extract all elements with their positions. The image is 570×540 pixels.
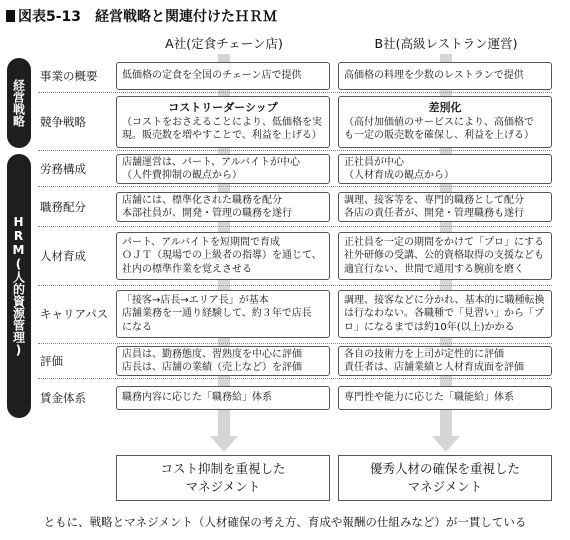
cell-text: 調理、接客等を、専門的職務として配分 各店の責任者が、開発・管理職務も遂行 [344, 194, 524, 219]
cell-a-labor-composition [116, 154, 330, 184]
row-separator [38, 226, 552, 227]
figure-title [6, 6, 277, 26]
row-label-evaluation: 評価 [40, 354, 63, 368]
band-strategy: 経営戦略 [7, 58, 31, 148]
cell-a-evaluation [116, 346, 330, 376]
row-separator [38, 378, 552, 379]
cell-text: 職務内容に応じた「職務給」体系 [122, 392, 272, 404]
row-label-wage-system: 賃金体系 [40, 391, 86, 405]
cell-text: 正社員が中心 （人材育成の観点から） [344, 156, 454, 181]
cell-heading: 差別化 [428, 101, 462, 115]
row-label-job-allocation: 職務配分 [40, 200, 86, 214]
cell-b-evaluation [338, 346, 552, 376]
management-box-a: コスト抑制を重視した マネジメント [116, 455, 330, 501]
cell-a-wage-system [116, 386, 330, 410]
management-box-b: 優秀人材の確保を重視した マネジメント [338, 455, 552, 501]
row-label-business-overview: 事業の概要 [40, 69, 98, 83]
cell-b-business-overview [338, 62, 552, 90]
cell-text: 各自の技術力を上司が定性的に評価 責任者は、店舗業績と人材育成面を評価 [344, 348, 524, 373]
cell-a-competitive-strategy [116, 96, 330, 148]
cell-text: 「接客→店長→エリア長」が基本 店舗業務を一通り経験して、約３年で店長 になる [122, 294, 312, 333]
cell-b-career-path [338, 290, 552, 338]
cell-a-career-path [116, 290, 330, 338]
row-separator [38, 186, 552, 187]
cell-a-job-allocation [116, 192, 330, 222]
cell-b-labor-composition [338, 154, 552, 184]
cell-text: 店舗運営は、パート、アルバイトが中心 （人件費抑制の観点から） [122, 156, 300, 181]
row-separator [38, 343, 552, 344]
cell-b-job-allocation [338, 192, 552, 222]
cell-a-business-overview [116, 62, 330, 90]
cell-b-wage-system [338, 386, 552, 410]
cell-text: 店舗には、標準化された職務を配分 本部社員が、開発・管理の職務を遂行 [122, 194, 292, 219]
cell-b-talent-development [338, 232, 552, 280]
arrow-a-head [210, 436, 238, 452]
figure-label: 図表5-13 [18, 9, 82, 25]
band-hrm: HRM(人的資源管理) [7, 154, 31, 418]
cell-b-competitive-strategy [338, 96, 552, 148]
row-label-competitive-strategy: 競争戦略 [40, 115, 86, 129]
cell-text: 調理、接客などに分かれ、基本的に職種転換 は行なわない。各職種で「見習い」から「プ ロ」になるまでは約10年(以上)かかる [344, 294, 545, 333]
row-separator [38, 285, 552, 286]
figure-title-text: 経営戦略と関連付けたＨＲＭ [95, 9, 278, 25]
row-label-labor-composition: 労務構成 [40, 162, 86, 176]
row-label-career-path: キャリアパス [40, 307, 109, 321]
column-header-b: B社(高級レストラン運営) [374, 36, 518, 51]
row-separator [38, 92, 552, 93]
cell-text: パート、アルバイトを短期間で育成 ＯＪＴ（現場での上級者の指導）を通じて、 社内の標準作業を覚えさせる [122, 236, 322, 275]
cell-a-talent-development [116, 232, 330, 280]
cell-text: （高付加価値のサービスにより、高価格で も一定の販売数を確保し、利益を上げる） [344, 116, 534, 142]
cell-text: 専門性や能力に応じた「職能給」体系 [344, 392, 514, 404]
row-label-talent-development: 人材育成 [40, 249, 86, 263]
footer-caption: ともに、戦略とマネジメント（人材確保の考え方、育成や報酬の仕組みなど）が一貫している [43, 515, 527, 529]
title-square-marker [6, 10, 15, 22]
cell-text: （コストをおさえることにより、低価格を実 現。販売数を増やすことで、利益を上げる） [122, 116, 322, 142]
cell-text: 店員は、勤務態度、習熟度を中心に評価 店長は、店舗の業績（売上など）を評価 [122, 348, 302, 373]
cell-text: 高価格の料理を少数のレストランで提供 [344, 70, 524, 82]
cell-heading: コストリーダーシップ [168, 101, 278, 115]
row-separator [38, 150, 552, 151]
column-header-a: A社(定食チェーン店) [165, 36, 283, 51]
cell-text: 正社員を一定の期間をかけて「プロ」にする 社外研修の受講、公的資格取得の支援なども 適宜行ない、世間で通用する腕前を磨く [344, 236, 544, 275]
arrow-b-head [432, 436, 460, 452]
cell-text: 低価格の定食を全国のチェーン店で提供 [122, 70, 302, 82]
